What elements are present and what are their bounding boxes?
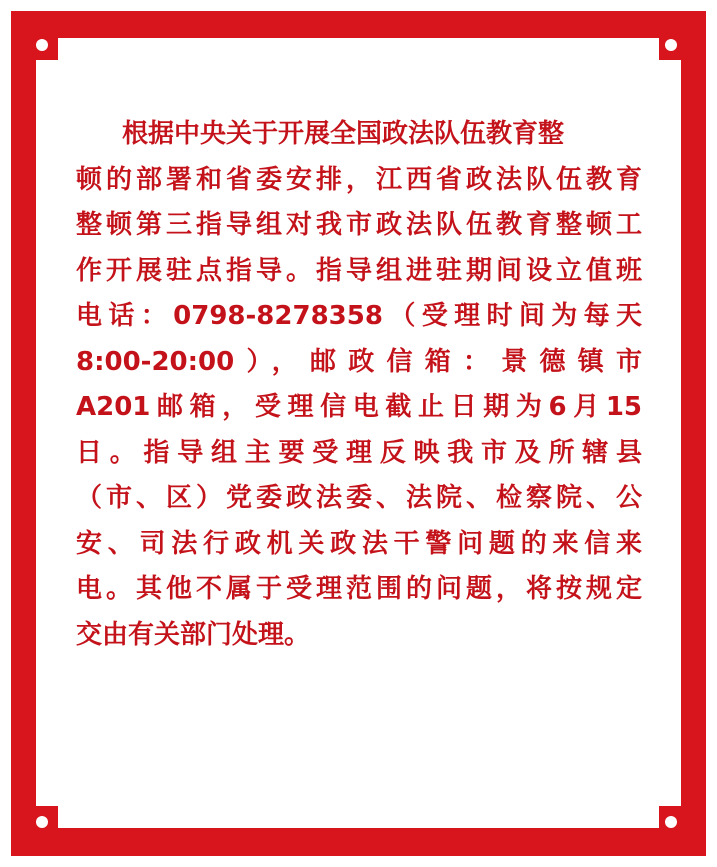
notice-line: 电话：0798-8278358（受理时间为每天 bbox=[76, 301, 642, 331]
notice-line: 交由有关部门处理。 bbox=[76, 619, 311, 650]
notice-line: 作开展驻点指导。指导组进驻期间设立值班 bbox=[76, 255, 642, 286]
notice-line: 根据中央关于开展全国政法队伍教育整 bbox=[122, 119, 565, 149]
corner-dot-top-right bbox=[665, 39, 677, 51]
notice-line: A201邮箱，受理信电截止日期为6月15 bbox=[76, 392, 642, 422]
notice-text bbox=[76, 112, 642, 658]
notice-line: 电。其他不属于受理范围的问题，将按规定 bbox=[76, 574, 642, 604]
notice-line: 8:00-20:00），邮政信箱：景德镇市 bbox=[76, 346, 642, 377]
notice-line: （市、区）党委政法委、法院、检察院、公 bbox=[76, 483, 642, 513]
notice-line: 安、司法行政机关政法干警问题的来信来 bbox=[76, 528, 642, 559]
notice-line: 顿的部署和省委安排，江西省政法队伍教育 bbox=[76, 164, 642, 195]
corner-dot-bottom-right bbox=[665, 816, 677, 828]
notice-line: 日。指导组主要受理反映我市及所辖县 bbox=[76, 437, 642, 468]
corner-dot-top-left bbox=[36, 39, 48, 51]
corner-dot-bottom-left bbox=[36, 816, 48, 828]
notice-line: 整顿第三指导组对我市政法队伍教育整顿工 bbox=[76, 210, 642, 240]
